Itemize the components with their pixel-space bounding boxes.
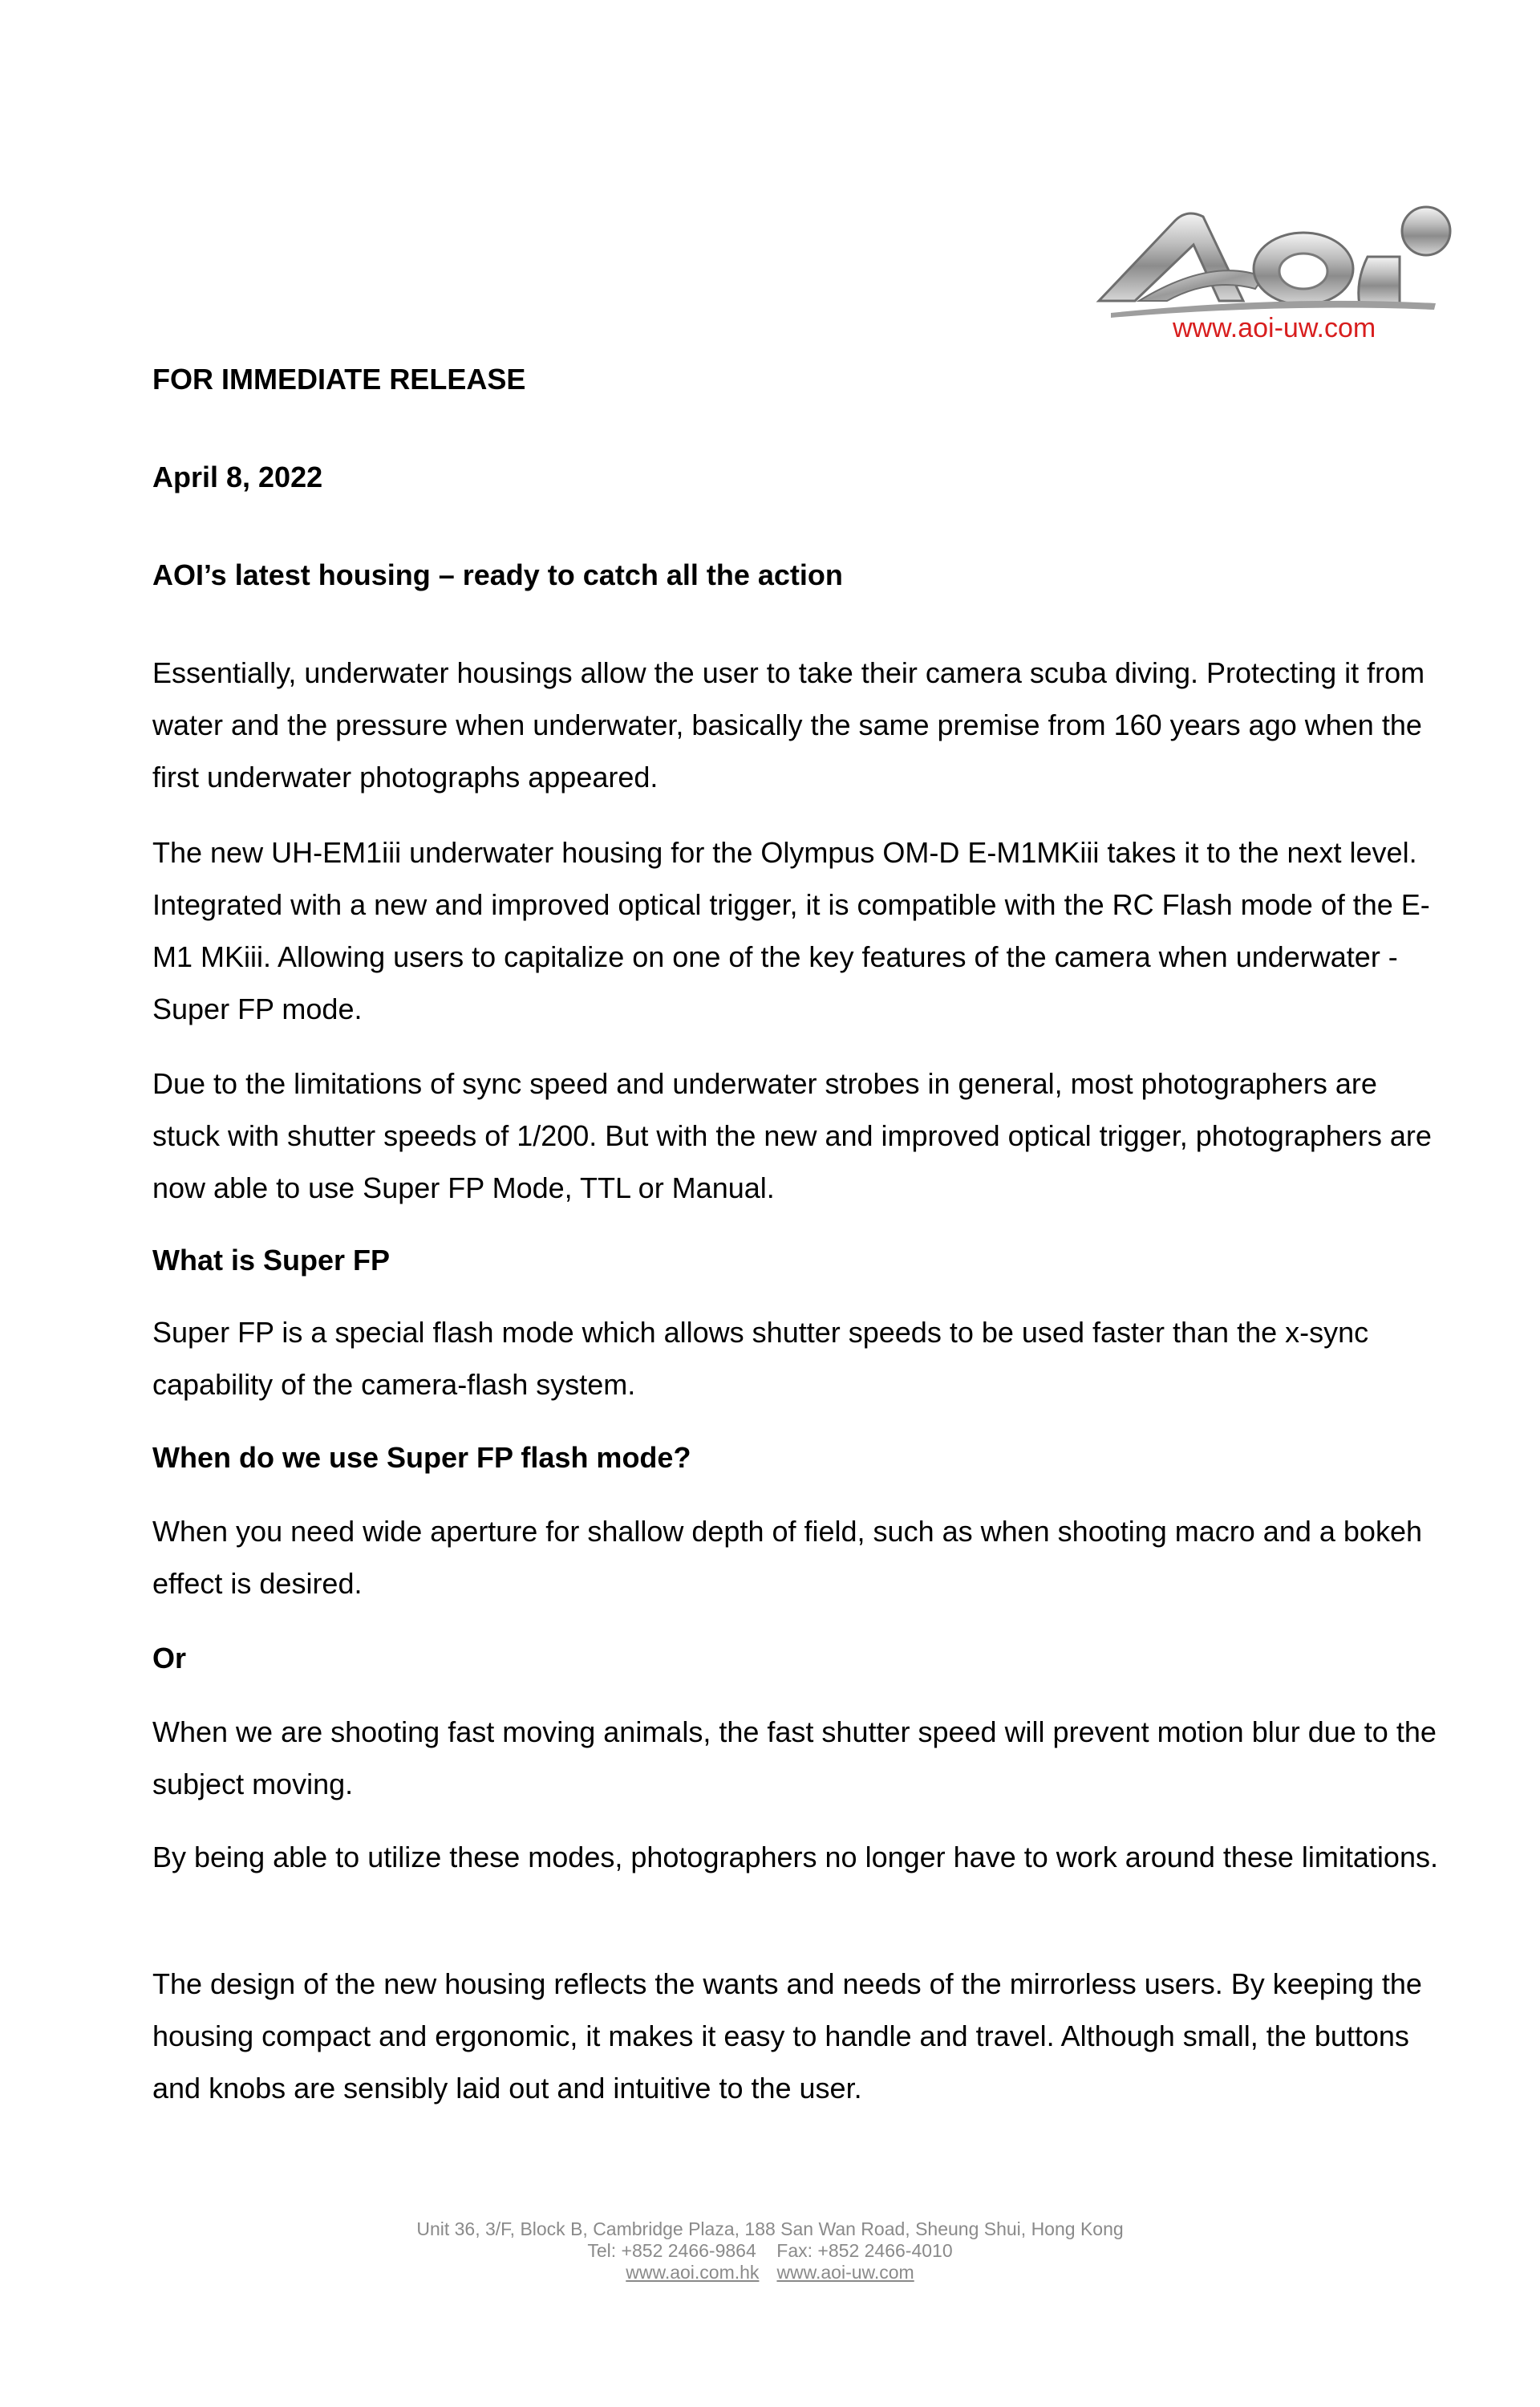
footer xyxy=(0,2218,1540,2283)
footer-link-aoi-com-hk[interactable]: www.aoi.com.hk xyxy=(626,2262,760,2283)
paragraph-intro: Essentially, underwater housings allow the user to take their camera scuba diving. Protecting it from water and the pressure when underwater, basically the same premise from 160 years ago when the first underwater photographs appeared. xyxy=(152,656,1425,794)
footer-address: Unit 36, 3/F, Block B, Cambridge Plaza, 188 San Wan Road, Sheung Shui, Hong Kong xyxy=(416,2218,1124,2239)
footer-links xyxy=(0,2262,1540,2283)
paragraph-new-housing: The new UH-EM1iii underwater housing for the Olympus OM-D E-M1MKiii takes it to the next level. Integrated with a new and improved optical trigger, it is compatible with the RC Flash mode of the E-M1 MKiii. Allowing users to capitalize on one of the key features of the camera when underwater - Super FP mode. xyxy=(152,836,1430,1025)
heading-or: Or xyxy=(152,1642,187,1674)
heading-when-use-super-fp: When do we use Super FP flash mode? xyxy=(152,1441,691,1474)
paragraph-design: The design of the new housing reflects the wants and needs of the mirrorless users. By keeping the housing compact and ergonomic, it makes it easy to handle and travel. Although small, the buttons and knobs are sensibly laid out and intuitive to the user. xyxy=(152,1967,1422,2105)
paragraph-fast-moving: When we are shooting fast moving animals, the fast shutter speed will prevent motion blur due to the subject moving. xyxy=(152,1715,1437,1800)
heading-what-is-super-fp: What is Super FP xyxy=(152,1244,391,1277)
paragraph-utilize-modes: By being able to utilize these modes, photographers no longer have to work around these limitations. xyxy=(152,1841,1438,1873)
paragraph-super-fp-definition: Super FP is a special flash mode which allows shutter speeds to be used faster than the x-sync capability of the camera-flash system. xyxy=(152,1316,1369,1401)
footer-tel-fax: Tel: +852 2466-9864 Fax: +852 2466-4010 xyxy=(587,2240,953,2261)
paragraph-sync-speed: Due to the limitations of sync speed and underwater strobes in general, most photographers are stuck with shutter speeds of 1/200. But with the new and improved optical trigger, photographers are now able to use Super FP Mode, TTL or Manual. xyxy=(152,1067,1432,1204)
logo-website-url[interactable]: www.aoi-uw.com xyxy=(1173,313,1376,343)
paragraph-wide-aperture: When you need wide aperture for shallow depth of field, such as when shooting macro and a bokeh effect is desired. xyxy=(152,1515,1422,1600)
release-label: FOR IMMEDIATE RELEASE xyxy=(152,363,526,396)
aoi-logo xyxy=(1091,201,1460,353)
release-date: April 8, 2022 xyxy=(152,461,323,493)
footer-link-aoi-uw-com[interactable]: www.aoi-uw.com xyxy=(776,2262,914,2283)
aoi-logo-mark xyxy=(1091,201,1460,321)
release-title: AOI’s latest housing – ready to catch all the action xyxy=(152,558,843,591)
